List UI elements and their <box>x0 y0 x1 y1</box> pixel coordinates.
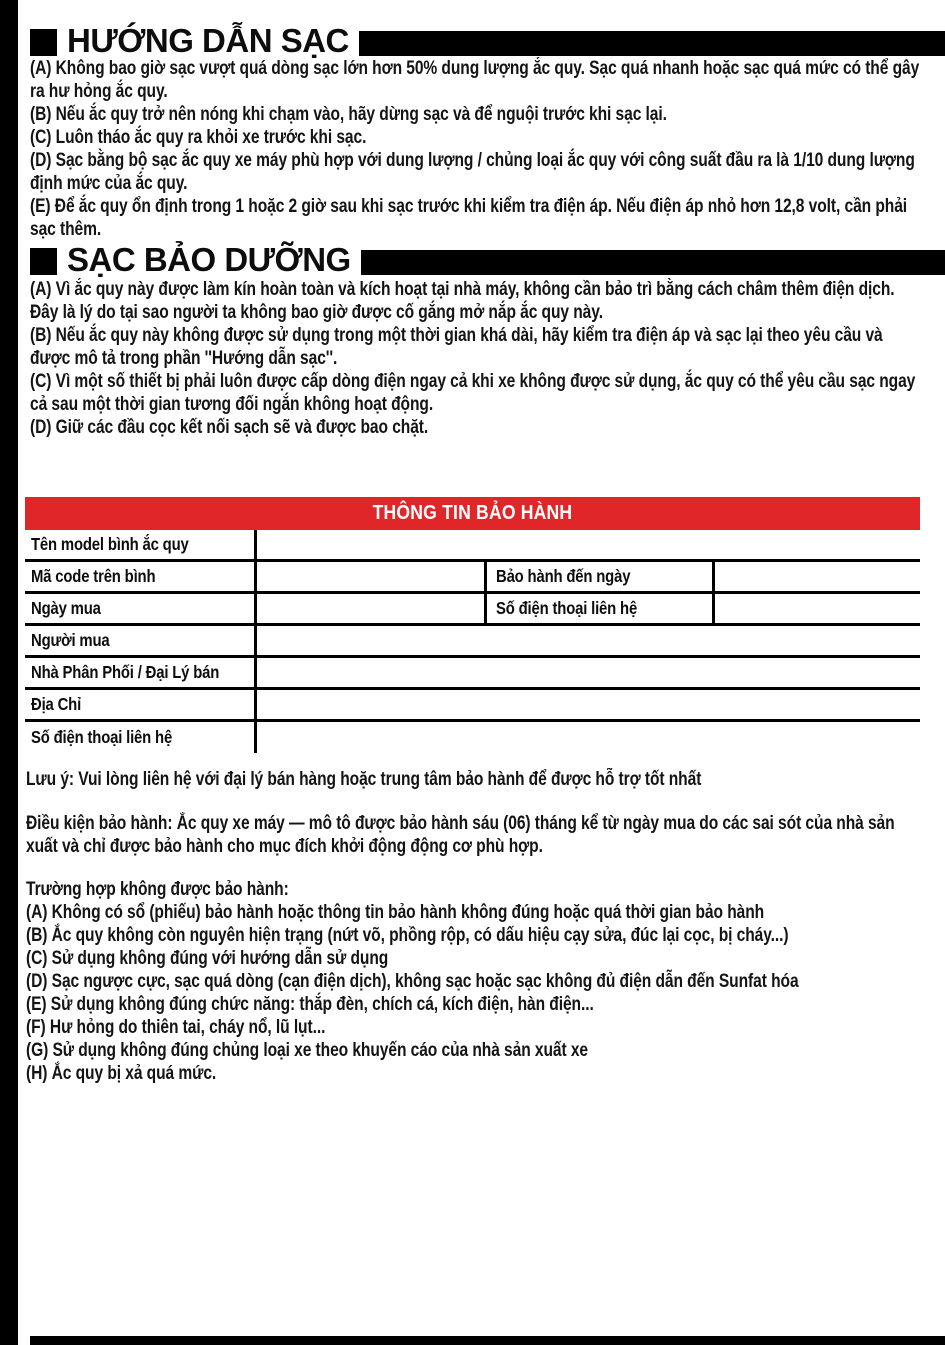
row-label-cell <box>25 626 257 655</box>
header-rule-bar <box>359 31 945 56</box>
row-label-cell <box>25 658 257 687</box>
header-square-marker <box>30 248 57 275</box>
row-label-cell <box>25 594 257 623</box>
row-label: Địa Chỉ <box>31 694 82 714</box>
paragraph: (D) Giữ các đầu cọc kết nối sạch sẽ và được bao chặt. <box>30 417 429 438</box>
section-title: HƯỚNG DẪN SẠC <box>67 22 349 59</box>
paragraph: (B) Nếu ắc quy này không được sử dụng trong một thời gian khá dài, hãy kiểm tra điện áp và sạc lại theo yêu cầu và được mô tả trong phần ''Hướng dẫn sạc''. <box>30 325 883 369</box>
row-label: Số điện thoại liên hệ <box>31 727 173 747</box>
blank-entry-field[interactable] <box>257 562 487 591</box>
row-label-cell <box>487 594 715 623</box>
paragraph: (A) Vì ắc quy này được làm kín hoàn toàn và kích hoạt tại nhà máy, không cần bảo trì bằng cách châm thêm điện dịch. Đây là lý do tại sao người ta không bao giờ được cố gắng mở nắp ắc quy này. <box>30 279 895 323</box>
row-label-cell <box>25 690 257 719</box>
paragraph: (C) Luôn tháo ắc quy ra khỏi xe trước khi sạc. <box>30 127 367 148</box>
page-bottom-edge-bar <box>30 1336 945 1345</box>
page-left-edge-bar <box>0 0 18 1345</box>
blank-entry-field[interactable] <box>257 626 920 655</box>
blank-entry-field[interactable] <box>257 594 487 623</box>
charging-guide-paragraphs <box>30 57 920 241</box>
row-label-cell <box>25 530 257 559</box>
blank-entry-field[interactable] <box>257 658 920 687</box>
conditions-text: Điều kiện bảo hành: Ắc quy xe máy — mô tô được bảo hành sáu (06) tháng kể từ ngày mua do các sai sót của nhà sản xuất và chỉ được bảo hành cho mục đích khởi động động cơ phù hợp. <box>26 813 895 857</box>
header-square-marker <box>30 29 57 56</box>
header-rule-bar <box>361 250 945 275</box>
exclusion-item: (A) Không có sổ (phiếu) bảo hành hoặc thông tin bảo hành không đúng hoặc quá thời gian bảo hành <box>26 902 765 923</box>
warranty-banner-title: THÔNG TIN BẢO HÀNH <box>372 502 573 524</box>
exclusion-item: (D) Sạc ngược cực, sạc quá dòng (cạn điện dịch), không sạc hoặc sạc không đủ điện dẫn đến Sunfat hóa <box>26 971 799 992</box>
table-row <box>25 722 920 753</box>
table-row <box>25 658 920 690</box>
exclusion-item: (H) Ắc quy bị xả quá mức. <box>26 1063 217 1084</box>
section-header-charging-guide <box>30 22 945 60</box>
paragraph: (B) Nếu ắc quy trở nên nóng khi chạm vào, hãy dừng sạc và để nguội trước khi sạc lại. <box>30 104 667 125</box>
exclusion-item: (B) Ắc quy không còn nguyên hiện trạng (nứt võ, phồng rộp, có dấu hiệu cạy sửa, đúc lại cọc, bị cháy...) <box>26 925 789 946</box>
row-label-cell <box>487 562 715 591</box>
table-row <box>25 626 920 658</box>
warranty-exclusions <box>26 878 916 1085</box>
row-label: Mã code trên bình <box>31 566 156 586</box>
exclusion-item: (F) Hư hỏng do thiên tai, cháy nổ, lũ lụt... <box>26 1017 326 1038</box>
section-title: SẠC BẢO DƯỠNG <box>67 241 351 278</box>
exclusion-item: (C) Sử dụng không đúng với hướng dẫn sử dụng <box>26 948 389 969</box>
blank-entry-field[interactable] <box>715 594 920 623</box>
warranty-info-table <box>25 530 920 753</box>
exclusion-item: (E) Sử dụng không đúng chức năng: thắp đèn, chích cá, kích điện, hàn điện... <box>26 994 594 1015</box>
row-label: Nhà Phân Phối / Đại Lý bán <box>31 662 220 682</box>
row-label-cell <box>25 722 257 753</box>
warranty-banner <box>25 497 920 530</box>
blank-entry-field[interactable] <box>715 562 920 591</box>
blank-entry-field[interactable] <box>257 722 920 753</box>
table-row <box>25 594 920 626</box>
maintenance-charging-paragraphs <box>30 278 920 439</box>
exclusion-item: (G) Sử dụng không đúng chủng loại xe theo khuyến cáo của nhà sản xuất xe <box>26 1040 589 1061</box>
table-row <box>25 562 920 594</box>
warranty-conditions <box>26 812 916 858</box>
paragraph: (A) Không bao giờ sạc vượt quá dòng sạc lớn hơn 50% dung lượng ắc quy. Sạc quá nhanh hoặc sạc quá mức có thể gây ra hư hỏng ắc quy. <box>30 58 920 102</box>
row-label: Bảo hành đến ngày <box>496 566 631 586</box>
table-row <box>25 690 920 722</box>
paragraph: (D) Sạc bằng bộ sạc ắc quy xe máy phù hợp với dung lượng / chủng loại ắc quy với công suất đầu ra là 1/10 dung lượng định mức của ắc quy. <box>30 150 915 194</box>
row-label-cell <box>25 562 257 591</box>
paragraph: (E) Để ắc quy ổn định trong 1 hoặc 2 giờ sau khi sạc trước khi kiểm tra điện áp. Nếu điện áp nhỏ hơn 12,8 volt, cần phải sạc thêm. <box>30 196 908 240</box>
note-text: Lưu ý: Vui lòng liên hệ với đại lý bán hàng hoặc trung tâm bảo hành để được hỗ trợ tốt nhất <box>26 769 702 790</box>
support-note <box>26 768 916 791</box>
blank-entry-field[interactable] <box>257 530 920 559</box>
row-label: Số điện thoại liên hệ <box>496 598 638 618</box>
blank-entry-field[interactable] <box>257 690 920 719</box>
exclusions-title: Trường hợp không được bảo hành: <box>26 879 289 900</box>
row-label: Tên model bình ắc quy <box>31 534 189 554</box>
row-label: Ngày mua <box>31 598 101 618</box>
table-row <box>25 530 920 562</box>
paragraph: (C) Vì một số thiết bị phải luôn được cấp dòng điện ngay cả khi xe không được sử dụng, ắc quy có thể yêu cầu sạc ngay cả sau một thời gian tương đối ngắn không hoạt động. <box>30 371 916 415</box>
row-label: Người mua <box>31 630 110 650</box>
section-header-maintenance-charging <box>30 241 945 279</box>
